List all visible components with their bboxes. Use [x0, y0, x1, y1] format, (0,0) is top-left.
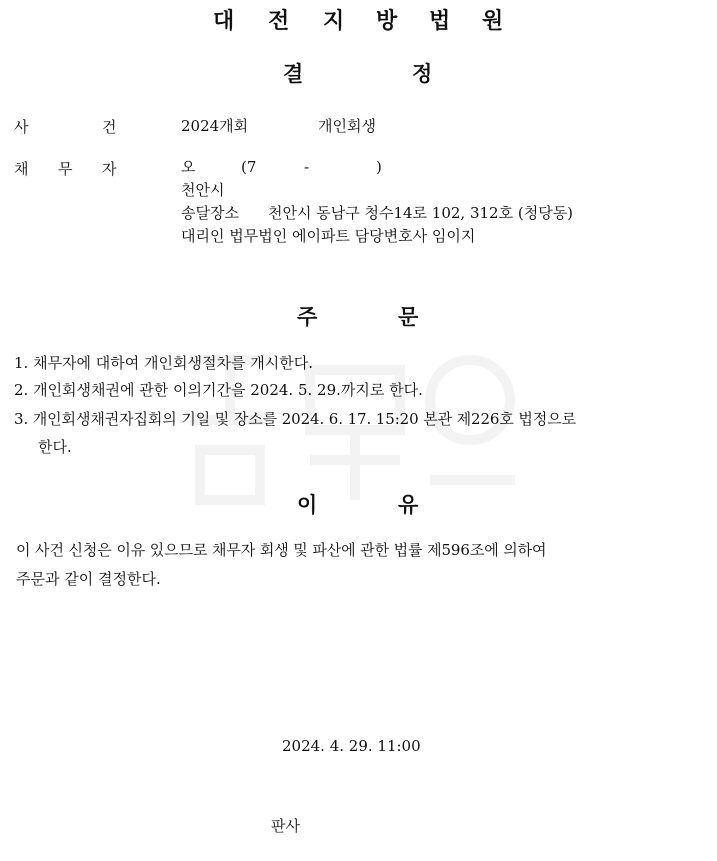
- reason-text-line: 주문과 같이 결정한다.: [16, 570, 161, 588]
- order-heading-char: 주: [297, 305, 318, 329]
- debtor-label-char: 무: [58, 160, 73, 178]
- case-number: 2024개회: [181, 117, 249, 135]
- order-heading-char: 문: [398, 305, 419, 329]
- reason-heading-char: 유: [398, 493, 419, 517]
- doc-type-char: 정: [412, 62, 433, 86]
- order-item-continuation: 한다.: [38, 438, 72, 456]
- court-name-char: 지: [323, 9, 345, 34]
- delivery-address: 천안시 동남구 청수14로 102, 312호 (청당동): [268, 204, 574, 222]
- order-item: 2. 개인회생채권에 관한 이의기간을 2024. 5. 29.까지로 한다.: [14, 381, 423, 399]
- case-label-char: 건: [102, 118, 117, 136]
- court-name-char: 법: [429, 9, 451, 34]
- debtor-label-char: 채: [14, 160, 29, 178]
- reason-heading-char: 이: [297, 493, 318, 517]
- debtor-birth-close: ): [376, 158, 382, 176]
- decision-date: 2024. 4. 29. 11:00: [282, 737, 421, 755]
- doc-type-char: 결: [283, 62, 304, 86]
- court-name-char: 대: [213, 9, 235, 34]
- case-type: 개인회생: [318, 117, 376, 135]
- debtor-label-char: 자: [102, 160, 117, 178]
- debtor-address: 천안시: [181, 181, 225, 199]
- court-name-char: 방: [376, 9, 398, 34]
- debtor-agent: 대리인 법무법인 에이파트 담당변호사 임이지: [181, 227, 476, 245]
- judge-label: 판사: [271, 817, 300, 835]
- order-item: 1. 채무자에 대하여 개인회생절차를 개시한다.: [14, 354, 313, 372]
- case-label-char: 사: [14, 118, 29, 136]
- court-name-char: 원: [482, 9, 504, 34]
- delivery-label: 송달장소: [181, 204, 239, 222]
- debtor-birth-open: (7: [241, 158, 257, 176]
- court-name-char: 전: [268, 9, 290, 34]
- reason-text-line: 이 사건 신청은 이유 있으므로 채무자 회생 및 파산에 관한 법률 제596조에 의하여: [16, 541, 547, 559]
- debtor-name: 오: [181, 158, 196, 176]
- debtor-birth-dash: -: [304, 158, 310, 176]
- order-item: 3. 개인회생채권자집회의 기일 및 장소를 2024. 6. 17. 15:20 본관 제226호 법정으로: [14, 410, 576, 428]
